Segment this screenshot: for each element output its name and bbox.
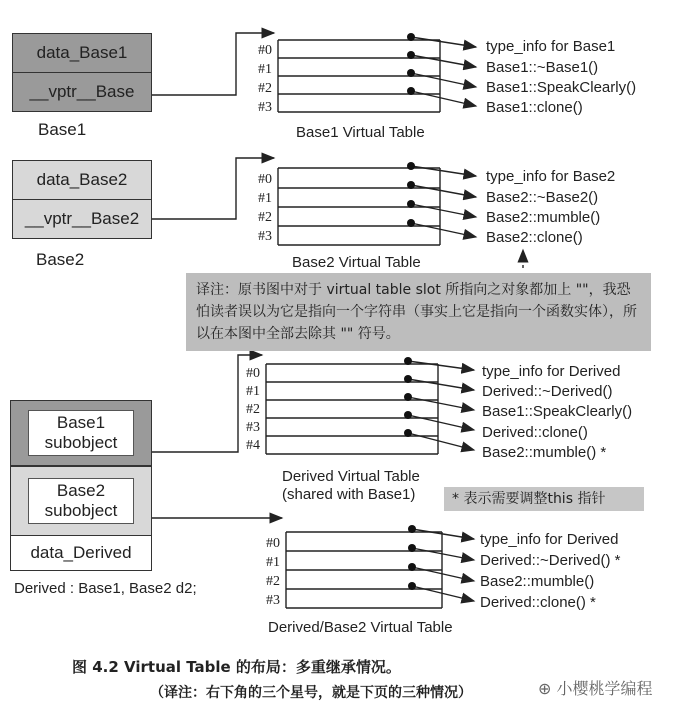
base2-slot: #1 (258, 191, 272, 206)
derived-vtable-grid (266, 364, 438, 454)
base2-slot: #3 (258, 229, 272, 244)
derived-base2-slot: #0 (266, 536, 280, 551)
star-note: * 表示需要调整this 指针 (444, 487, 644, 511)
derived-base1-subobject (10, 400, 152, 466)
derived-slot: #1 (246, 384, 260, 399)
base2-entry: Base2::~Base2() (486, 189, 599, 206)
base1-table-title: Base1 Virtual Table (296, 124, 425, 141)
derived-entry: Derived::clone() (482, 424, 588, 441)
derived-entry: Derived::~Derived() (482, 383, 613, 400)
base1-slot: #0 (258, 43, 272, 58)
base1-object-label: Base1 (38, 120, 87, 139)
base1-entry: Base1::~Base1() (486, 59, 599, 76)
derived-base2-vtable-grid (286, 532, 442, 608)
derived-object-label: Derived : Base1, Base2 d2; (14, 580, 197, 597)
base1-vptr-link (150, 33, 274, 95)
derived-base2-entry: Derived::clone() * (480, 594, 596, 611)
derived-base2-slot: #3 (266, 593, 280, 608)
derived-table-title: Derived Virtual Table (282, 468, 420, 485)
derived-slot: #3 (246, 420, 260, 435)
base1-slot: #2 (258, 81, 272, 96)
derived-base2-entry: Base2::mumble() (480, 573, 595, 590)
derived-base2-slot: #2 (266, 574, 280, 589)
derived-slot: #0 (246, 366, 260, 381)
base2-entry: type_info for Base2 (486, 168, 616, 185)
base2-vtable-grid (278, 168, 440, 245)
base2-vptr-cell: __vptr__Base2 (12, 199, 152, 239)
base1-entry: Base1::SpeakClearly() (486, 79, 637, 96)
derived-table-subtitle: (shared with Base1) (282, 486, 416, 503)
derived-entry: Base2::mumble() * (482, 444, 607, 461)
base1-data-cell: data_Base1 (12, 33, 152, 73)
base2-vptr-link (148, 158, 274, 219)
base1-slot: #3 (258, 100, 272, 115)
derived-base2-subobject (10, 466, 152, 536)
derived-base2-table-title: Derived/Base2 Virtual Table (268, 619, 453, 636)
base2-entry: Base2::mumble() (486, 209, 601, 226)
derived-entry: type_info for Derived (482, 363, 621, 380)
derived-base2-entry: type_info for Derived (480, 531, 619, 548)
base1-subobject-label: Base1 subobject (28, 410, 134, 456)
base2-table-title: Base2 Virtual Table (292, 254, 421, 271)
derived-data-cell: data_Derived (10, 535, 152, 571)
derived-vptr-link (146, 355, 262, 452)
base1-slot: #1 (258, 62, 272, 77)
translator-note: 译注：原书图中对于 virtual table slot 所指向之对象都加上 ""，我恐怕读者误以为它是指向一个字符串（事实上它是指向一个函数实体），所以在本图中全部去除其 "" 符号。 (186, 273, 651, 351)
base1-entry: Base1::clone() (486, 99, 583, 116)
base1-vptr-cell: __vptr__Base (12, 72, 152, 112)
base2-slot: #0 (258, 172, 272, 187)
watermark: ⊕ 小樱桃学编程 (538, 679, 653, 698)
derived-base2-entry: Derived::~Derived() * (480, 552, 621, 569)
base2-entry: Base2::clone() (486, 229, 583, 246)
figure-caption: 图 4.2 Virtual Table 的布局：多重继承情况。 (72, 658, 401, 676)
derived-entry: Base1::SpeakClearly() (482, 403, 633, 420)
base1-entry: type_info for Base1 (486, 38, 616, 55)
figure-caption-note: （译注：右下角的三个星号，就是下页的三种情况） (150, 685, 472, 701)
base2-subobject-label: Base2 subobject (28, 478, 134, 524)
base2-slot: #2 (258, 210, 272, 225)
derived-slot: #2 (246, 402, 260, 417)
base1-vtable-grid (278, 40, 440, 112)
derived-base2-slot: #1 (266, 555, 280, 570)
base2-object-label: Base2 (36, 250, 85, 269)
derived-slot: #4 (246, 438, 260, 453)
base2-data-cell: data_Base2 (12, 160, 152, 200)
